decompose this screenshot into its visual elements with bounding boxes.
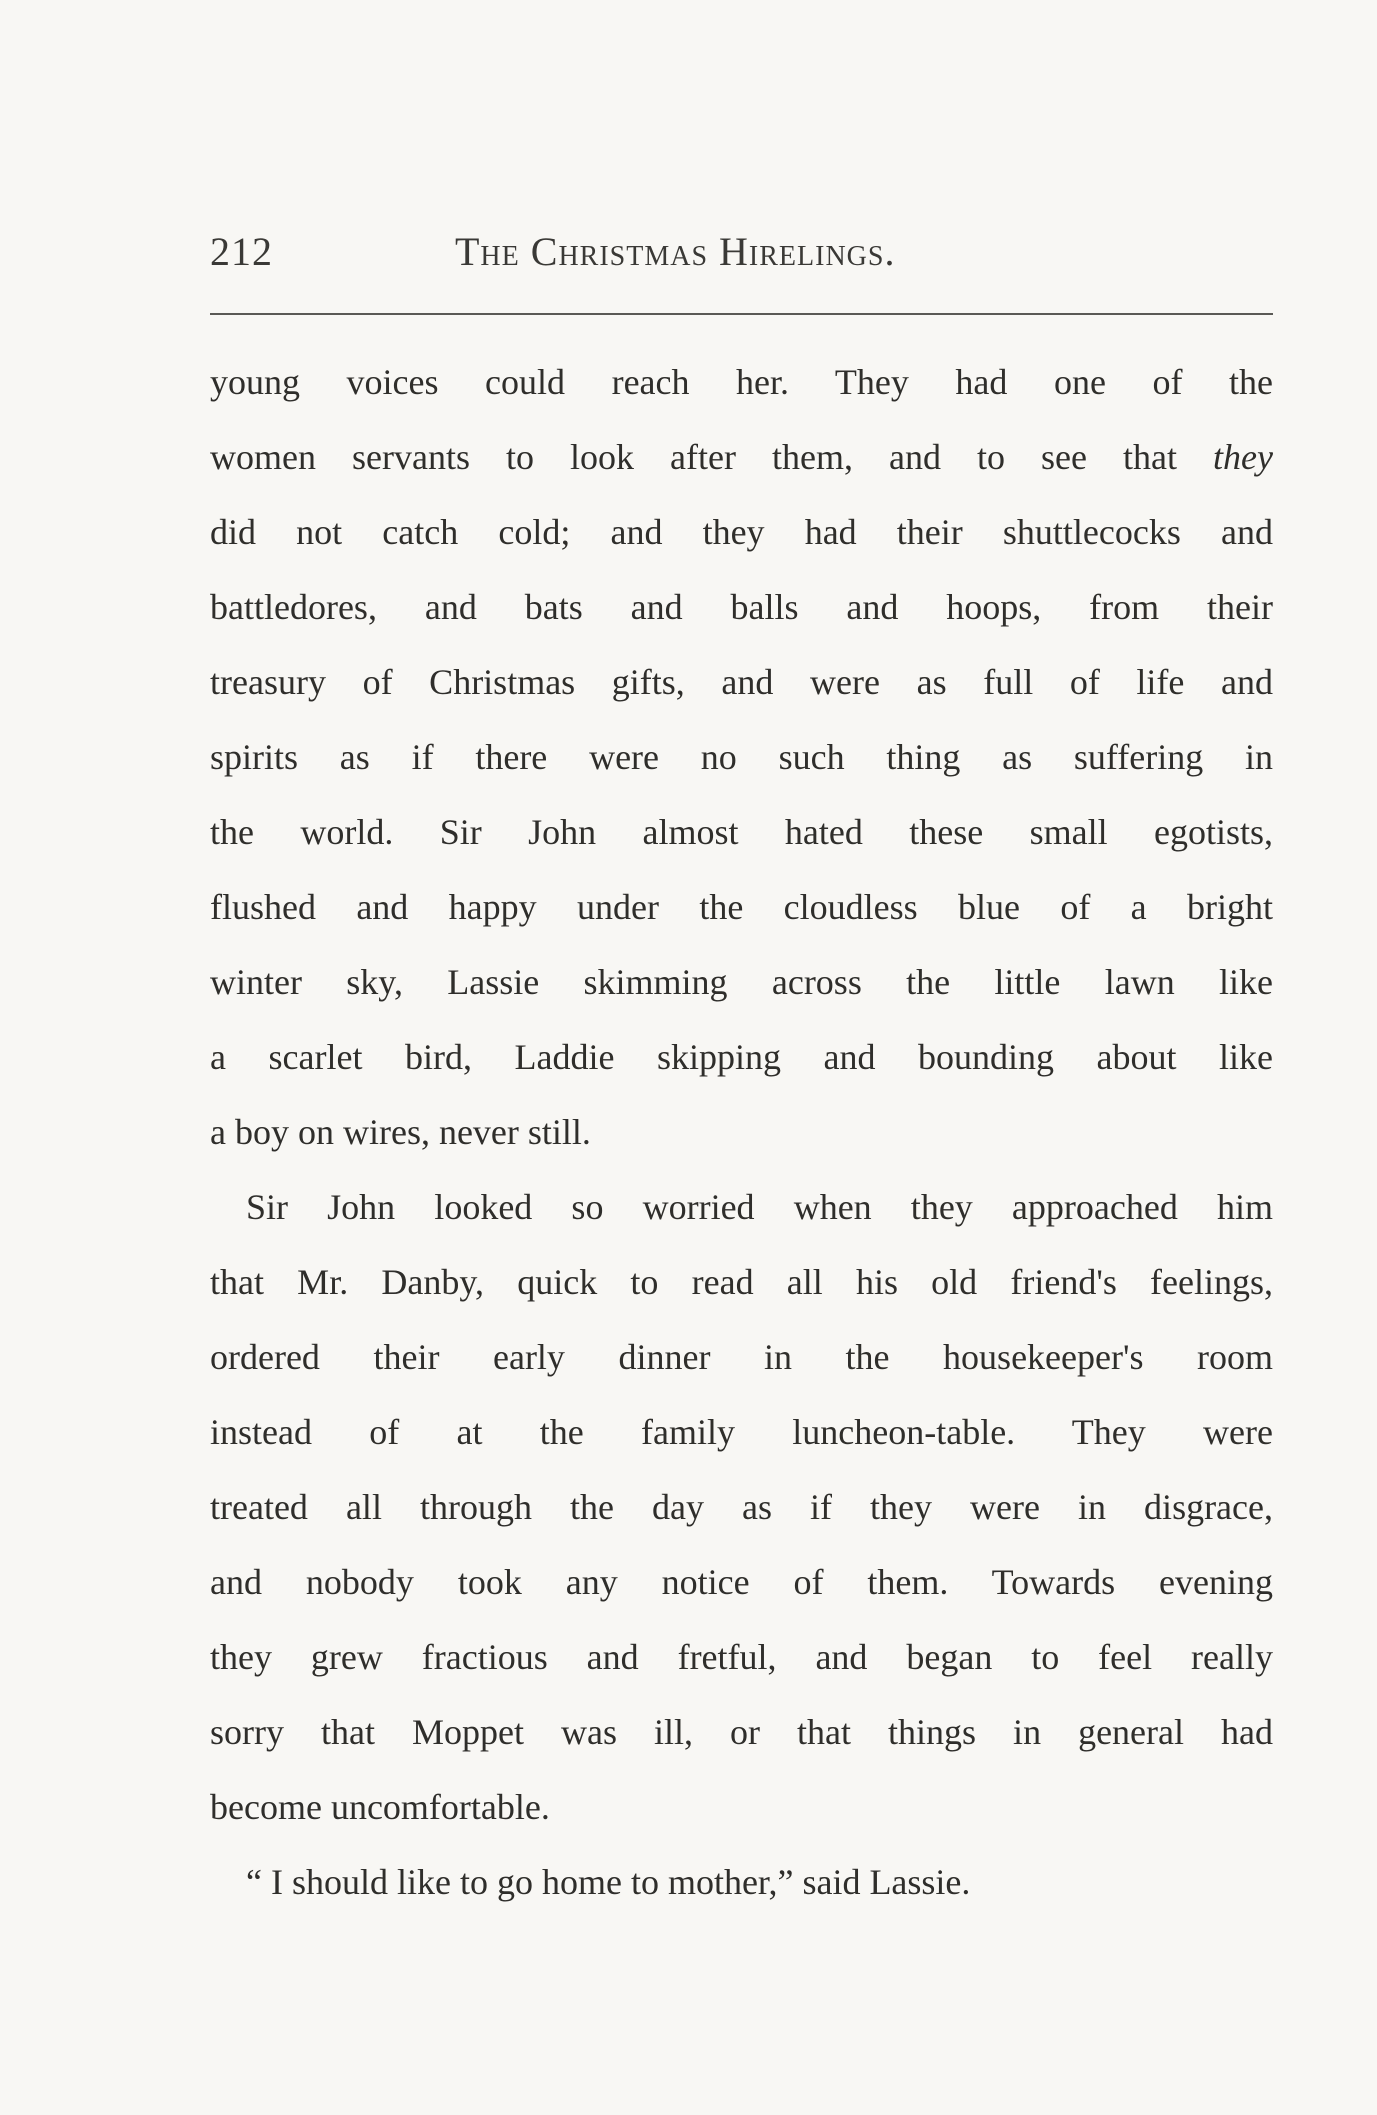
text-line: spirits as if there were no such thing as suffering in bbox=[210, 737, 1273, 777]
text-line-with-italic bbox=[210, 427, 1273, 502]
text-line-segment: women servants to look after them, and to see that bbox=[210, 437, 1178, 477]
text-line: winter sky, Lassie skimming across the little lawn like bbox=[210, 962, 1273, 1002]
text-line: a scarlet bird, Laddie skipping and bounding about like bbox=[210, 1037, 1273, 1077]
page-number: 212 bbox=[210, 229, 273, 274]
running-head bbox=[210, 228, 1280, 288]
paragraph-start-line: “ I should like to go home to mother,” said Lassie. bbox=[246, 1862, 971, 1902]
text-line: instead of at the family luncheon-table. They were bbox=[210, 1412, 1273, 1452]
text-line: the world. Sir John almost hated these small egotists, bbox=[210, 812, 1273, 852]
italic-word: they bbox=[1213, 437, 1274, 477]
paragraph-start-line: Sir John looked so worried when they approached him bbox=[246, 1187, 1273, 1227]
header-rule bbox=[210, 313, 1273, 315]
text-line: battledores, and bats and balls and hoops, from their bbox=[210, 587, 1273, 627]
text-line: a boy on wires, never still. bbox=[210, 1112, 591, 1152]
text-line: ordered their early dinner in the housekeeper's room bbox=[210, 1337, 1273, 1377]
running-title: The Christmas Hirelings. bbox=[455, 229, 896, 274]
text-line: flushed and happy under the cloudless blue of a bright bbox=[210, 887, 1273, 927]
text-line: young voices could reach her. They had one of the bbox=[210, 362, 1273, 402]
text-line: and nobody took any notice of them. Towards evening bbox=[210, 1562, 1273, 1602]
text-line: sorry that Moppet was ill, or that things in general had bbox=[210, 1712, 1273, 1752]
text-line: treated all through the day as if they were in disgrace, bbox=[210, 1487, 1273, 1527]
text-line: that Mr. Danby, quick to read all his old friend's feelings, bbox=[210, 1262, 1273, 1302]
text-line: become uncomfortable. bbox=[210, 1787, 550, 1827]
text-line: did not catch cold; and they had their shuttlecocks and bbox=[210, 512, 1273, 552]
text-line: treasury of Christmas gifts, and were as full of life and bbox=[210, 662, 1273, 702]
body-text bbox=[210, 352, 1273, 1927]
text-line: they grew fractious and fretful, and began to feel really bbox=[210, 1637, 1273, 1677]
